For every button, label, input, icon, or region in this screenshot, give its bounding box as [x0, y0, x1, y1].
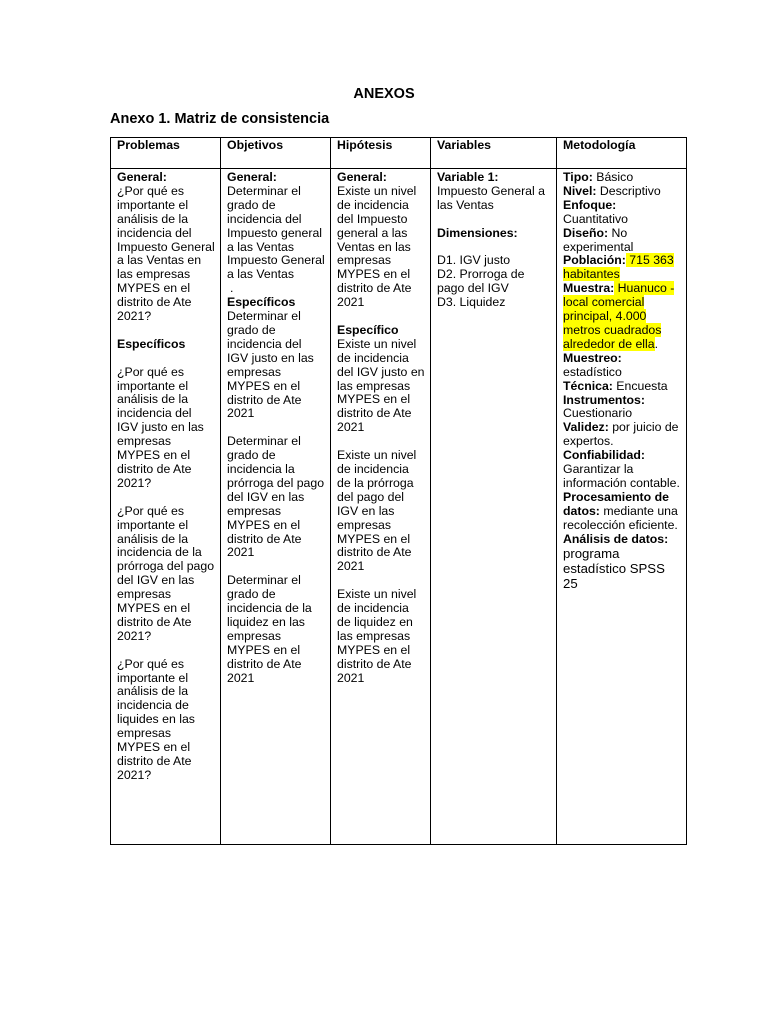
tipo-line [563, 171, 681, 185]
nivel-line [563, 185, 681, 199]
enfoque-value: Cuantitativo [563, 211, 628, 226]
diseno-label: Diseño: [563, 225, 609, 240]
objetivos-general-text: Determinar el grado de incidencia del Impuesto general a las Ventas Impuesto General a las Ventas [227, 183, 325, 282]
diseno-value: No experimental [563, 225, 634, 254]
confiabilidad-value: Garantizar la información contable. [563, 462, 680, 490]
cell-metodologia [557, 169, 687, 845]
column-header-variables: Variables [431, 138, 557, 169]
muestra-end: . [654, 336, 659, 351]
dimension-item: D3. Liquidez [437, 295, 506, 310]
tipo-value: Básico [592, 170, 634, 184]
analisis-value: programa estadístico SPSS 25 [563, 546, 665, 592]
muestreo-label: Muestreo: [563, 350, 622, 365]
muestra-line [563, 282, 681, 352]
instrumentos-label: Instrumentos: [563, 392, 645, 407]
dimensions-label: Dimensiones: [437, 225, 518, 240]
nivel-label: Nivel: [563, 183, 597, 198]
problemas-general-text: ¿Por qué es importante el análisis de la incidencia del Impuesto General a las Ventas en las empresas MYPES en el distrito de Ate 2021? [117, 183, 215, 324]
column-header-hipotesis: Hipótesis [331, 138, 431, 169]
objetivos-specific-item: Determinar el grado de incidencia de la liquidez en las empresas MYPES en el distrito de Ate 2021 [227, 573, 312, 685]
muestreo-value: estadístico [563, 364, 622, 379]
problemas-general-label: General: [117, 170, 167, 184]
procesamiento-value: mediante una recolección eficiente. [563, 503, 678, 532]
dimension-item: D1. IGV justo [437, 253, 511, 268]
muestra-label: Muestra: [563, 281, 615, 296]
dimension-item: D2. Prorroga de pago del IGV [437, 267, 525, 296]
hipotesis-general-text: Existe un nivel de incidencia del Impuesto general a las Ventas en las empresas MYPES en el distrito de Ate 2021 [337, 183, 417, 310]
objetivos-specific-item: Determinar el grado de incidencia del IGV justo en las empresas MYPES en el distrito de Ate 2021 [227, 309, 314, 421]
tecnica-label: Técnica: [563, 378, 613, 393]
diseno-line [563, 227, 681, 255]
procesamiento-label: Procesamiento de datos: [563, 489, 669, 518]
problemas-specific-item: ¿Por qué es importante el análisis de la incidencia de liquides en las empresas MYPES en el distrito de Ate 2021? [117, 656, 195, 782]
problemas-specific-item: ¿Por qué es importante el análisis de la incidencia del IGV justo en las empresas MYPES en el distrito de Ate 2021? [117, 364, 204, 490]
validez-label: Validez: [563, 420, 609, 435]
validez-value: por juicio de expertos. [563, 420, 679, 449]
cell-problemas [111, 169, 221, 845]
consistency-matrix-table [110, 137, 687, 845]
hipotesis-specific-item: Existe un nivel de incidencia de liquidez en las empresas MYPES en el distrito de Ate 2021 [337, 587, 417, 685]
objetivos-dot: . [230, 281, 234, 296]
enfoque-label: Enfoque: [563, 197, 617, 212]
variable-text: Impuesto General a las Ventas [437, 183, 546, 212]
instrumentos-value: Cuestionario [563, 406, 633, 421]
validez-line [563, 421, 681, 449]
table-header-row [111, 138, 687, 169]
objetivos-general-label: General: [227, 170, 277, 184]
problemas-specific-label: Específicos [117, 336, 186, 351]
cell-objetivos [221, 169, 331, 845]
poblacion-value: 715 363 habitantes [563, 253, 674, 282]
problemas-specific-item: ¿Por qué es importante el análisis de la incidencia de la prórroga del pago del IGV en las empresas MYPES en el distrito de Ate 2021? [117, 503, 215, 643]
hipotesis-general-label: General: [337, 170, 387, 184]
table-row [111, 169, 687, 845]
cell-variables [431, 169, 557, 845]
cell-hipotesis [331, 169, 431, 845]
nivel-value: Descriptivo [596, 183, 661, 198]
procesamiento-line [563, 491, 681, 533]
column-header-metodologia: Metodología [557, 138, 687, 169]
muestra-value: Huanuco - local comercial principal, 4.000 metros cuadrados alrededor de ella [563, 281, 675, 351]
hipotesis-specific-item: Existe un nivel de incidencia de la prórroga del pago del IGV en las empresas MYPES en el distrito de Ate 2021 [337, 448, 417, 574]
tecnica-value: Encuesta [612, 378, 668, 393]
variable-label: Variable 1: [437, 170, 499, 184]
objetivos-specific-label: Específicos [227, 295, 296, 310]
poblacion-line [563, 254, 681, 282]
poblacion-label: Población: [563, 253, 626, 268]
tipo-label: Tipo: [563, 170, 593, 184]
column-header-objetivos: Objetivos [221, 138, 331, 169]
analisis-label: Análisis de datos: [563, 531, 669, 546]
column-header-problemas: Problemas [111, 138, 221, 169]
confiabilidad-label: Confiabilidad: [563, 448, 645, 463]
hipotesis-specific-item: Existe un nivel de incidencia del IGV justo en las empresas MYPES en el distrito de Ate 2021 [337, 336, 425, 435]
page-title: ANEXOS [353, 86, 415, 102]
tecnica-line [563, 380, 681, 394]
annex-title: Anexo 1. Matriz de consistencia [110, 111, 330, 127]
hipotesis-specific-label: Específico [337, 322, 399, 337]
objetivos-specific-item: Determinar el grado de incidencia la prórroga del pago del IGV en las empresas MYPES en el distrito de Ate 2021 [227, 434, 325, 560]
